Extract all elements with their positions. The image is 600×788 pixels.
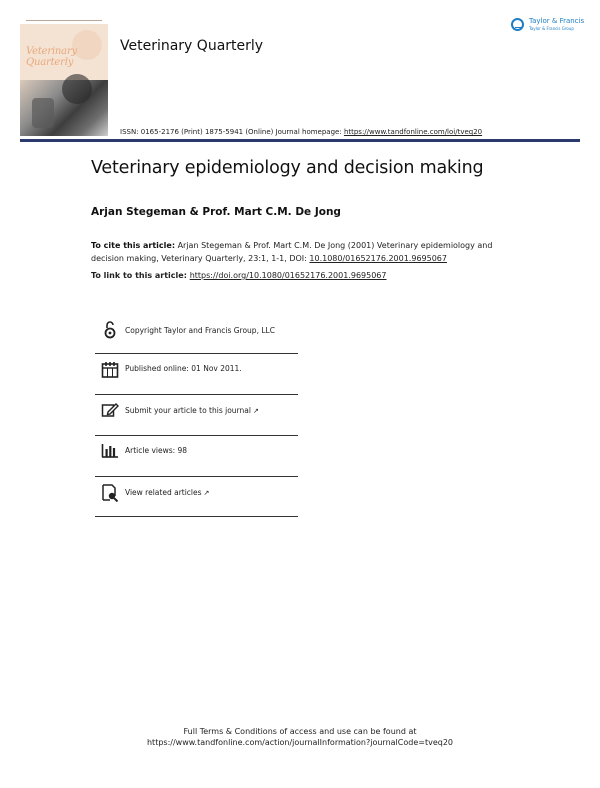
- submit-article-link[interactable]: [125, 406, 259, 415]
- header-divider: [20, 139, 580, 142]
- taylor-francis-logo-icon: [511, 16, 583, 36]
- copyright-text: Copyright Taylor and Francis Group, LLC: [125, 326, 275, 335]
- calendar-icon: [101, 361, 119, 379]
- publisher-subname: Taylor & Francis Group: [529, 26, 574, 31]
- journal-title: Veterinary Quarterly: [120, 38, 264, 54]
- external-link-icon: ↗: [203, 489, 210, 497]
- doi-link[interactable]: 10.1080/01652176.2001.9695067: [309, 253, 447, 263]
- external-link-icon: ↗: [252, 407, 259, 415]
- article-url-link[interactable]: https://doi.org/10.1080/01652176.2001.9695067: [189, 271, 387, 280]
- related-articles-text: View related articles: [125, 488, 202, 497]
- cover-title-line2: Quarterly: [26, 57, 74, 68]
- footer-terms: [0, 727, 600, 748]
- citation-block: [91, 240, 511, 265]
- submit-article-text: Submit your article to this journal: [125, 406, 251, 415]
- article-views-text: Article views: 98: [125, 446, 188, 455]
- bar-chart-icon: [101, 441, 119, 459]
- footer-line1: Full Terms & Conditions of access and use can be found at: [183, 727, 417, 736]
- article-authors: Arjan Stegeman & Prof. Mart C.M. De Jong: [91, 206, 341, 218]
- article-title: Veterinary epidemiology and decision making: [91, 158, 484, 178]
- related-articles-icon: [101, 484, 119, 502]
- journal-cover-image: [20, 16, 108, 136]
- cover-title-line1: Veterinary: [26, 46, 77, 57]
- footer-terms-link[interactable]: https://www.tandfonline.com/action/journalInformation?journalCode=tveq20: [146, 737, 453, 747]
- cite-label: To cite this article:: [91, 241, 176, 250]
- cite-text: Arjan Stegeman & Prof. Mart C.M. De Jong (2001) Veterinary epidemiology and decision making, Veterinary Quarterly, 23:1, 1-1, DOI:: [91, 241, 493, 263]
- info-row-copyright: [95, 313, 298, 353]
- info-row-related[interactable]: [95, 477, 298, 517]
- article-link-line: [91, 271, 387, 280]
- related-articles-link[interactable]: [125, 488, 209, 497]
- publisher-name: Taylor & Francis: [529, 17, 585, 25]
- row-divider: [95, 516, 298, 517]
- info-row-submit[interactable]: [95, 395, 298, 435]
- issn-text: ISSN: 0165-2176 (Print) 1875-5941 (Online) Journal homepage:: [120, 128, 344, 136]
- published-text: Published online: 01 Nov 2011.: [125, 364, 242, 373]
- link-label: To link to this article:: [91, 271, 190, 280]
- info-row-views: [95, 436, 298, 476]
- info-row-published: [95, 354, 298, 394]
- edit-submit-icon: [101, 401, 119, 419]
- issn-line: [120, 128, 482, 136]
- journal-homepage-link[interactable]: https://www.tandfonline.com/loi/tveq20: [343, 128, 483, 136]
- open-access-lock-icon: [101, 321, 119, 339]
